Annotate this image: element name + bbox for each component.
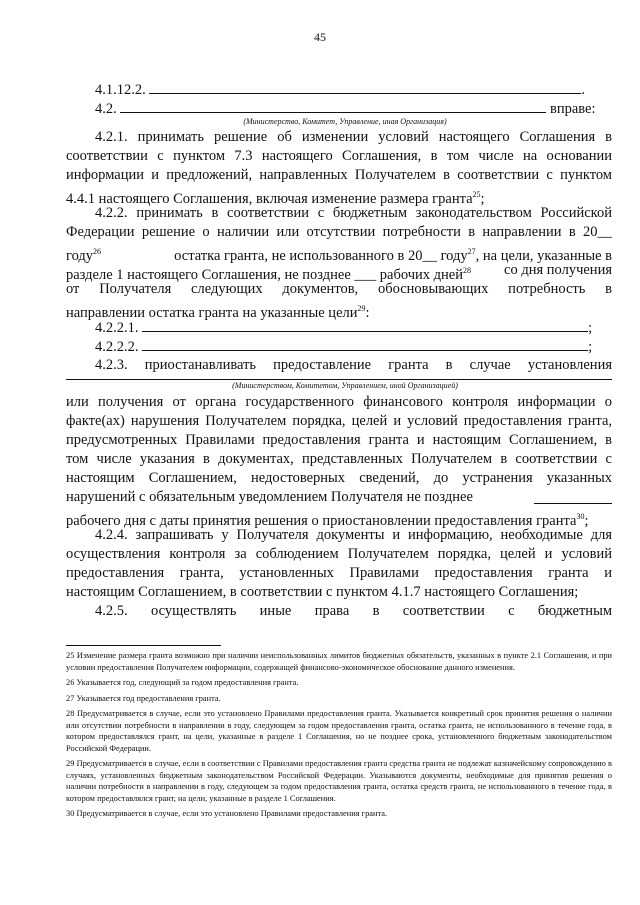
p423-line-3: факте(ах) нарушения Получателем порядка, целей и условий предоставления гранта, [66,413,612,429]
footnote-divider [66,645,221,646]
footnote-29: 29 Предусматривается в случае, если в соответствии с Правилами предоставления гранта средства гранта не подлежат казначейскому сопровождению в случаях, установленных бюджетным законодательством Российской Федерации. Указываются документы, необходимые для принятия решения о наличии потребности в направлении в году, следующем за годом предоставления гранта, остатка средств гранта, не использованного в течение года, в котором предоставлялся грант, на цели, указанные в разделе 1 Соглашения. [66,759,612,803]
p423-line-6: настоящим Соглашением, недостоверных сведений, до устранения указанных [66,470,612,486]
footnote-27: 27 Указывается год предоставления гранта. [66,693,221,703]
p423-line-7: нарушений с обязательным уведомлением Получателя не позднее [66,488,612,507]
footnote-ref-30: 30 [576,512,585,521]
blank-line [120,99,546,113]
p424-line-1: 4.2.4. запрашивать у Получателя документы и информацию, необходимые для [95,527,612,543]
item-4-1-12-2: 4.1.12.2. . [95,82,585,98]
footnote-26: 26 Указывается год, следующий за годом предоставления гранта. [66,678,299,687]
blank-line [149,80,581,94]
item-4-2-2-1: 4.2.2.1. ; [95,320,593,336]
p423-line-2: или получения от органа государственного финансового контроля информации о [66,394,612,410]
footnote-ref-29: 29 [357,304,366,313]
p423-line-5: том числе указания в документах, представленных Получателем в соответствии с [66,451,612,467]
p421-line-3: информации и предложений, направленных Получателем в соответствии с пунктом [66,167,612,183]
p423-line-8: рабочего дня с даты принятия решения о приостановлении предоставления гранта$^{30}$; [66,512,589,529]
p422-line-4: разделе 1 настоящего Соглашения, не позднее ___ рабочих дней$^{28}$ со дня получения [66,262,612,283]
hint-ministry: (Министерство, Комитет, Управление, иная Организация) [243,117,447,126]
hint-ministry-instr: (Министерством, Комитетом, Управлением, иной Организацией) [232,381,458,390]
footnote-ref-26: 26 [93,247,102,256]
footnote-ref-28: 28 [462,266,471,275]
blank-line [142,318,588,332]
footnote-ref-27: 27 [467,247,476,256]
page-number: 45 [314,30,326,44]
p422-line-5: от Получателя следующих документов, обосновывающих потребность в [66,281,612,297]
p422-line-6: направлении остатка гранта на указанные цели$^{29}$: [66,304,370,321]
p422-line-2: Федерации решение о наличии или отсутствии потребности в направлении в 20__ [66,224,612,240]
footnote-28: 28 Предусматривается в случае, если это установлено Правилами предоставления гранта. Указывается конкретный срок принятия решения о наличии или отсутствии потребности в направлении в году, следующем за годом предоставления гранта, остатка гранта, не использованного в течение года, в котором предоставлялся грант, на цели, указанные в разделе 1 Соглашения, но не позднее срока, установленного бюджетным законодательством Российской Федерации. [66,709,612,753]
blank-line-ministry [66,379,612,380]
p422-line-3: году$^{26}$ остатка гранта, не использованного в 20__ году$^{27}$, на цели, указанные в [66,247,612,264]
p421-line-1: 4.2.1. принимать решение об изменении условий настоящего Соглашения в [95,129,612,145]
item-4-2-2-2: 4.2.2.2. ; [95,339,593,355]
item-number: 4.2. [95,101,117,117]
item-number: 4.1.12.2. [95,82,146,98]
p423-line-1: 4.2.3. приостанавливать предоставление гранта в случае установления [95,357,612,373]
p424-line-3: предоставления гранта, установленных Правилами предоставления гранта и [66,565,612,581]
item-4-2: 4.2. вправе: [95,101,596,117]
p424-line-2: осуществления контроля за соблюдением Получателем порядка, целей и условий [66,546,612,562]
footnote-25: 25 Изменение размера гранта возможно при наличии неиспользованных лимитов бюджетных обязательств, указанных в пункте 2.1 Соглашения, и при условии предоставления Получателем информации, содержащей финансово-экономическое обоснование данного изменения. [66,651,612,672]
footnote-ref-25: 25 [472,190,481,199]
p421-line-2: соответствии с пунктом 7.3 настоящего Соглашения, в том числе на основании [66,148,612,164]
footnotes [66,650,612,820]
p425-line-1: 4.2.5. осуществлять иные права в соответствии с бюджетным [95,603,612,619]
p424-line-4: настоящим Соглашением, в соответствии с пунктом 4.1.7 настоящего Соглашения; [66,584,579,600]
p423-line-4: предусмотренных Правилами предоставления гранта и настоящим Соглашением, в [66,432,612,448]
p422-line-1: 4.2.2. принимать в соответствии с бюджетным законодательством Российской [95,205,612,221]
blank-line [142,337,588,351]
footnote-30: 30 Предусматривается в случае, если это установлено Правилами предоставления гранта. [66,809,388,818]
blank-line [534,490,612,504]
p421-line-4: 4.4.1 настоящего Соглашения, включая изменение размера гранта$^{25}$; [66,190,485,207]
